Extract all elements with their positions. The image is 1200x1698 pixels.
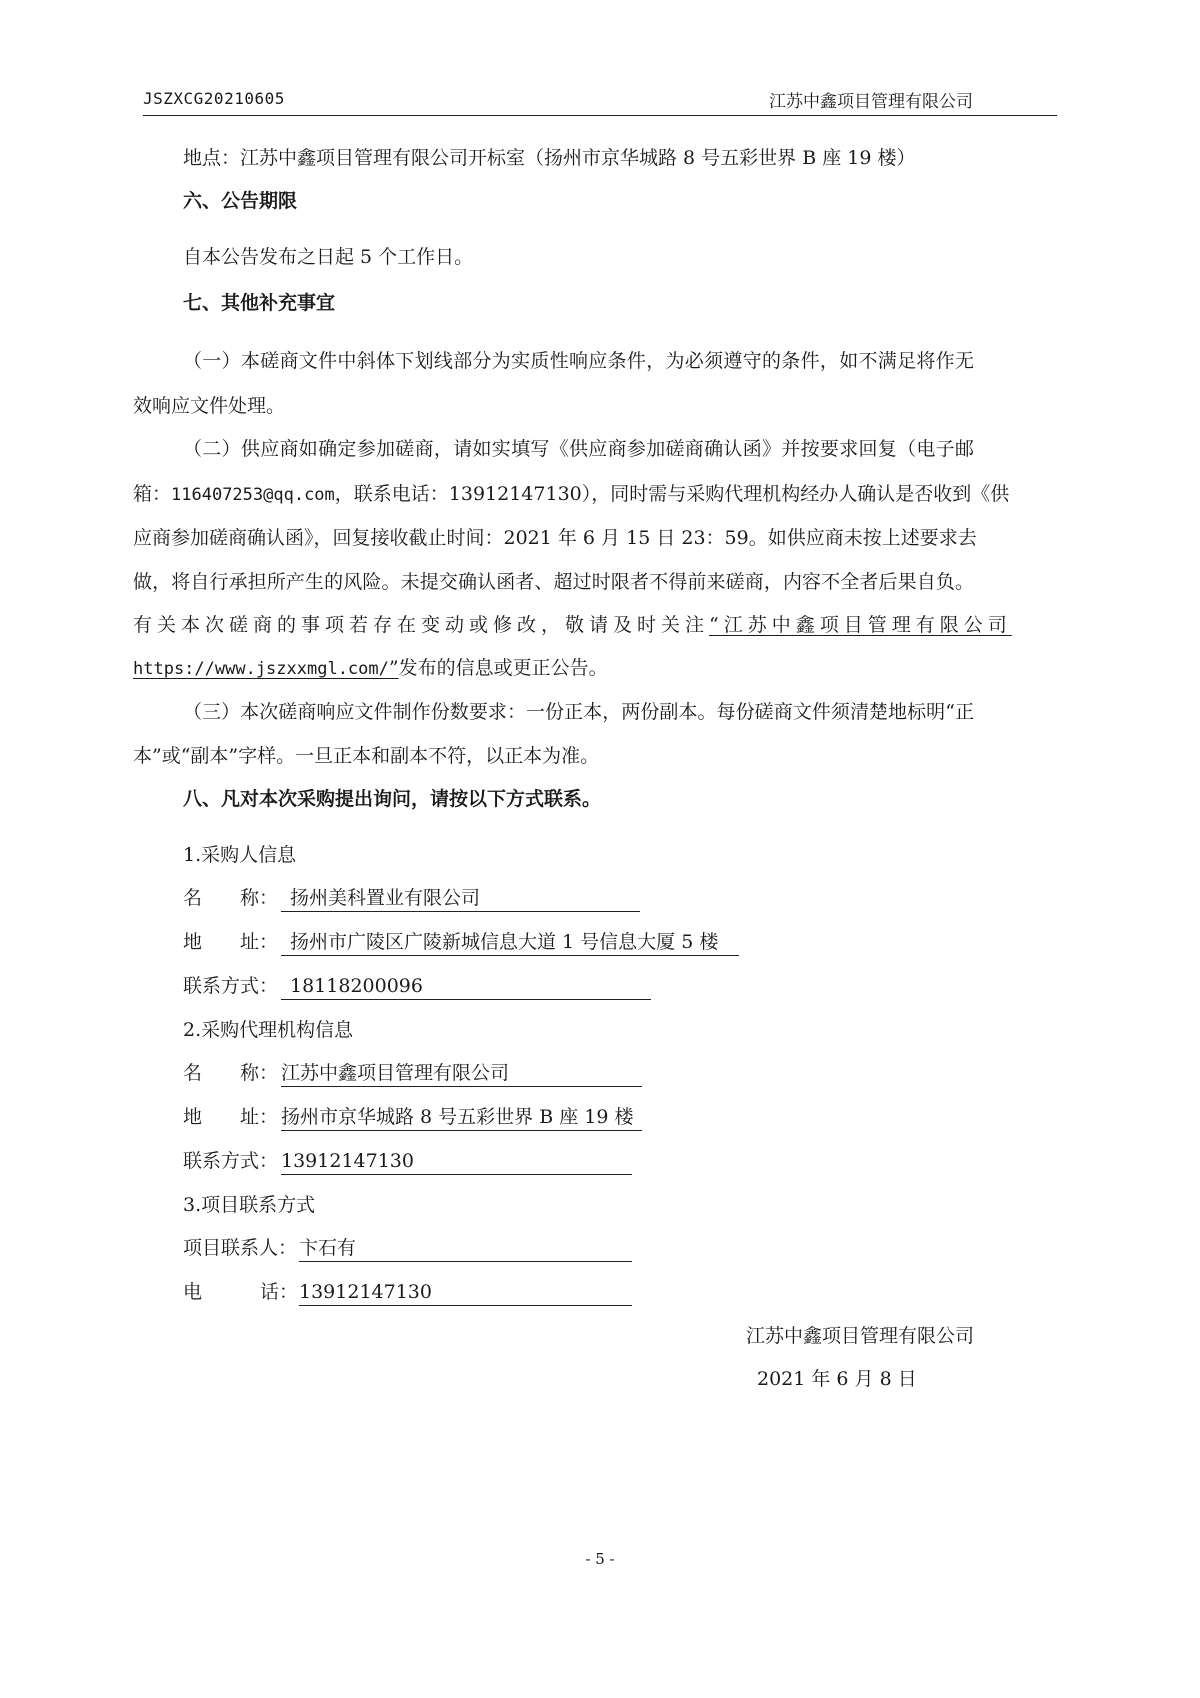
- page-number: - 5 -: [585, 1550, 615, 1568]
- purchaser-phone-label: 联系方式：: [183, 975, 279, 997]
- agency-phone-label: 联系方式：: [183, 1150, 279, 1172]
- paragraph-2-line-5-text: 有关本次磋商的事项若存在变动或修改，敬请及时关注: [133, 614, 710, 636]
- purchaser-address-value: 扬州市广陵区广陵新城信息大道 1 号信息大厦 5 楼: [281, 930, 739, 956]
- purchaser-name-label-2: 称：: [240, 887, 279, 909]
- paragraph-2-line-2-prefix: 箱：: [133, 483, 172, 505]
- section-8-title: 八、凡对本次采购提出询问，请按以下方式联系。: [183, 788, 602, 810]
- agency-name-label-1: 名: [183, 1062, 203, 1084]
- website-url-close-quote: ”: [388, 657, 399, 679]
- section-6-text: 自本公告发布之日起 5 个工作日。: [183, 246, 474, 268]
- paragraph-2-line-6-rest: 发布的信息或更正公告。: [398, 657, 608, 679]
- project-phone-label-1: 电: [183, 1281, 203, 1303]
- signature-date: 2021 年 6 月 8 日: [757, 1368, 917, 1390]
- purchaser-name-label-1: 名: [183, 887, 203, 909]
- purchaser-name-value: 扬州美科置业有限公司: [281, 886, 640, 912]
- paragraph-1-line-1: （一）本磋商文件中斜体下划线部分为实质性响应条件，为必须遵守的条件，如不满足将作无: [183, 350, 974, 372]
- paragraph-2-line-6: [133, 656, 608, 681]
- paragraph-2-line-5: [133, 613, 1012, 637]
- agency-address-label-1: 地: [183, 1106, 203, 1128]
- page-header: [143, 87, 1057, 116]
- section-6-title: 六、公告期限: [183, 190, 298, 212]
- paragraph-3-line-2: 本”或“副本”字样。一旦正本和副本不符，以正本为准。: [133, 745, 600, 767]
- website-url-link: https://www.jszxxmgl.com/: [133, 659, 389, 679]
- contact-email: 116407253@qq.com: [171, 485, 335, 505]
- header-company: 江苏中鑫项目管理有限公司: [769, 92, 973, 112]
- project-contact-title: 3.项目联系方式: [183, 1194, 316, 1216]
- agency-title: 2.采购代理机构信息: [183, 1019, 354, 1041]
- agency-address-value: 扬州市京华城路 8 号五彩世界 B 座 19 楼: [281, 1105, 642, 1131]
- project-contact-label: 项目联系人：: [183, 1237, 298, 1259]
- paragraph-2-line-3: 应商参加磋商确认函》，回复接收截止时间：2021 年 6 月 15 日 23：59。如供应商未按上述要求去: [133, 527, 977, 549]
- agency-address-label-2: 址：: [240, 1106, 279, 1128]
- signature-company: 江苏中鑫项目管理有限公司: [745, 1325, 974, 1347]
- project-phone-label-2: 话：: [260, 1281, 299, 1303]
- agency-name-label-2: 称：: [240, 1062, 279, 1084]
- project-contact-value: 卞石有: [299, 1236, 632, 1262]
- paragraph-1-line-2: 效响应文件处理。: [133, 395, 286, 417]
- paragraph-3-line-1: （三）本次磋商响应文件制作份数要求：一份正本，两份副本。每份磋商文件须清楚地标明“正: [183, 701, 974, 723]
- purchaser-address-label-1: 地: [183, 931, 203, 953]
- purchaser-address-label-2: 址：: [240, 931, 279, 953]
- paragraph-2-line-2: [133, 482, 1009, 507]
- paragraph-2-line-4: 做，将自行承担所产生的风险。未提交确认函者、超过时限者不得前来磋商，内容不全者后果自负。: [133, 571, 974, 593]
- purchaser-title: 1.采购人信息: [183, 844, 297, 866]
- document-code: JSZXCG20210605: [143, 89, 285, 108]
- agency-name-value: 江苏中鑫项目管理有限公司: [281, 1061, 642, 1087]
- paragraph-2-line-2-rest: ，联系电话：13912147130），同时需与采购代理机构经办人确认是否收到《供: [334, 483, 1010, 505]
- agency-phone-value: 13912147130: [281, 1149, 632, 1175]
- paragraph-2-line-1: （二）供应商如确定参加磋商，请如实填写《供应商参加磋商确认函》并按要求回复（电子邮: [183, 438, 974, 460]
- purchaser-phone-value: 18118200096: [281, 974, 651, 1000]
- website-name-link: “江苏中鑫项目管理有限公司: [709, 614, 1012, 636]
- project-phone-value: 13912147130: [299, 1280, 632, 1306]
- location-line: 地点：江苏中鑫项目管理有限公司开标室（扬州市京华城路 8 号五彩世界 B 座 19 楼）: [183, 147, 916, 169]
- section-7-title: 七、其他补充事宜: [183, 292, 336, 314]
